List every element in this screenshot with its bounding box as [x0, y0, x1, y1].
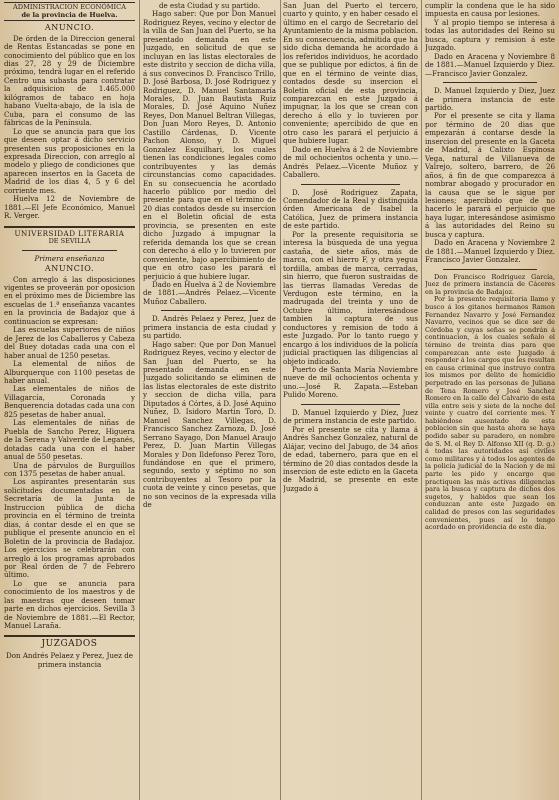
paragraph: de esta Ciudad y su partido.: [159, 2, 260, 10]
paragraph: D. Manuel Izquierdo y Diez, Juez de primera instancia de este partido.: [425, 86, 555, 112]
paragraph: Por la presente requisitoria se interesa la búsqueda de una yegua castaña, de siete años, más de marca, con el hierro F, y otra yegua tordilla, ambas de marca, cerradas, sin hierro, que fueron sustraidas de las tierras llamadas Veredas de Verdugon este término, en la madrugada del treinta y uno de Octubre último, interesándose tambien la captura de sus conductores y remision de todo á este Juzgado. Por lo tanto ruego y encargo á los individuos de la policía judicial practiquen las diligencias al objeto indicado.: [283, 229, 418, 366]
paragraph: D. Manuel Izquierdo y Diez, Juez de primera instancia de este partido.: [283, 407, 418, 426]
divider: [22, 250, 117, 251]
paragraph: Dado en Huelva á 2 de Noviembre de 1881.—Andrés Pelaez.—Vicente Muñoz Caballero.: [143, 279, 276, 306]
juzgados-heading: JUZGADOS: [4, 635, 135, 648]
paragraph: Una de párvulos de Burguillos con 1375 pesetas de haber anual.: [4, 460, 135, 478]
paragraph: Por el presente se cita y llama por término de 20 dias que empezarán á contarse desde la insercion del presente en la Gaceta de Madrid, á Calixto Espinosa Vega, natural de Villanueva de Valrejo, soltero, barrero, de 26 años, á fin de que comparezca á nombrar abogado y procurador en la causa que se le sigue por lesiones; apercibido que de no hacerlo le parará el perjuicio que haya lugar, interesándose asimismo á las autoridades del Reino su busca y captura.: [425, 111, 555, 239]
column-divider: [139, 0, 140, 800]
paragraph: Por la presente requisitoria llamo y busco á los gitanos hermanos Ramon Fernandez Navarro y José Fernandez Navarro, vecinos que se dice ser de Córdoba y cuyas señas se pondrán á continuacion, á los cuales señalo el término de treinta dias para que comparezcan ante este Juzgado á responder á los cargos que les resultan en causa criminal que instruyo contra los mismos por delito de homicidio perpetrado en las personas de Juliana de Tena Romero y José Sanchez Romero en la calle del Calvario de esta villa entre seis y siete de la noche del veinte y cuatro del corriente mes. Y habiéndose ausentado de esta poblacion sin que hasta ahora se haya podido saber su paradero, en nombre de S. M. el Rey D. Alfonso XII (q. D. g.) á todas las autoridades así civiles como militares y á todos los agentes de la policía judicial de la Nacion y de mi parte les pido y encargo que practiquen las más activas diligencias para la busca y captura de dichos dos sugetos, y habidos que sean los conduzcan ante este Juzgado en calidad de presos con las seguridades convenientes, pues así lo tengo acordado en providencia de este día.: [425, 295, 555, 532]
paragraph: Dado en Huelva á 2 de Noviembre de mil ochocientos ochenta y uno.—Andrés Pelaez.—Vicente Muñoz y Caballero.: [283, 144, 418, 180]
paragraph: Dado en Aracena y Noviembre 2 de 1881.—Manuel Izquierdo y Diez. Francisco Javier Gonzalez.: [425, 238, 555, 265]
paragraph: Por el presente se cita y llama á Andrés Sanchez Gonzalez, natural de Alájar, vecino del Jabugo, de 34 años de edad, tabernero, para que en el término de 20 dias contados desde la insercion de este edicto en la Gaceta de Madrid, se presente en este Juzgado á: [283, 424, 418, 493]
paragraph: Lo que se anuncia para conocimiento de los maestros y de las maestras que deseen tomar parte en dichos ejercicios. Sevilla 3 de Noviembre de 1881.—El Rector, Manuel Laraña.: [4, 578, 135, 631]
column-1: [4, 2, 135, 798]
paragraph: cumplir la condena que le ha sido impuesta en causa por lesiones.: [425, 2, 555, 19]
column-4: [425, 2, 555, 798]
column-divider: [280, 0, 281, 800]
divider: [301, 404, 400, 405]
paragraph: Las elementales de niños de Villagarcía, Coronada y Benquerencia dotadas cada una con 825 pesetas de haber anual.: [4, 384, 135, 419]
paragraph: Las escuelas superiores de niños de Jerez de los Caballeros y Cabeza del Buey dotadas cada una con el haber anual de 1250 pesetas.: [4, 325, 135, 360]
paragraph: San Juan del Puerto el tercero, cuarto y quinto, y en haber cesado el último en el cargo de Secretario del Ayuntamiento de la misma poblacion. En su consecuencia, admitida que ha sido dicha demanda he acordado á los referidos individuos, he acordado que se publique por edictos, á fin de que en el término de veinte dias, contados desde su insercion el Boletin oficial de esta provincia, comparezcan en este Juzgado á impugnar, la los que se crean con derecho á ello y lo tuvieren por conveniente; apercibido de que en otro caso les parará el perjuicio á que hubiere lugar.: [283, 2, 418, 146]
column-2: [143, 2, 276, 798]
paragraph: Lo que se anuncia para que los que deseen optar á dicho servicio presenten sus proposiciones en la expresada Direccion, con arreglo al modelo y pliego de condiciones que aparecen insertos en la Gaceta de Madrid de los dias 4, 5 y 6 del corriente mes.: [4, 126, 135, 195]
paragraph: Hago saber: Que por Don Manuel Rodriguez Reyes, vecino y elector de la villa de San Juan del Puerto, se ha presentado demanda en este Juzgado, en solicitud de que se incluyan en las listas electorales de este distrito y seccion de dicha villa, á sus convecinos D. Francisco Trillo, D. José Barbosa, D. José Rodriguez y Rodriguez, D. Manuel Santamaría Morales, D. Juan Bautista Ruiz Morales, D. José Aquino Nuñez Reyes, Don Manuel Beltran Villegas, Don Juan Moro Reyes, D. Antonio Castillo Cárdenas, D. Vicente Pachon Alonso, y D. Miguel Gonzalez Esquilhari, los cuales tienen las condiciones legales como contribuyentes y las demás circunstancias como capacidades. En su consecuencia he acordado hacerlo público por medio del presente para que en el término de 20 dias contados desde su insercion en el Boletin oficial de esta provincia, se presenten en este dicho Juzgado á impugnar la referida demanda los que se crean con derecho á ello y lo tuvieren por conveniente, bajo apercibimiento de que en otro caso les parará el perjuicio á que hubiere lugar.: [143, 9, 276, 281]
paragraph: Puerto de Santa María Noviembre nueve de mil ochocientos ochenta y uno.—José R. Zapata.—Esteban Pulido Moreno.: [283, 365, 418, 400]
university-title: UNIVERSIDAD LITERARIA: [4, 226, 135, 238]
paragraph: Don Francisco Rodriguez García, Juez de primera instancia de Cáceres en la provincia de Badajoz.: [425, 272, 555, 296]
paragraph: Don Andrés Pelaez y Perez, Juez de primera instancia: [6, 651, 133, 669]
section-header: [4, 2, 135, 21]
paragraph: D. José Rodriguez Zapata, Comendador de la Real y distinguida órden Americana de Isabel la Católica, Juez de primera instancia de este partido.: [283, 187, 418, 231]
paragraph: Huelva 12 de Noviembre de 1881.—El Jefe Económico, Manuel R. Verger.: [4, 194, 135, 221]
paragraph: Y al propio tiempo se interesa á todas las autoridades del Reino su busca, captura y remision á este Juzgado.: [425, 17, 555, 53]
anuncio-title: ANUNCIO.: [44, 264, 95, 274]
anuncio-title: ANUNCIO.: [44, 23, 95, 33]
paragraph: D. Andrés Pelaez y Perez, Juez de primera instancia de esta ciudad y su partido.: [143, 314, 276, 341]
university-subtitle: DE SEVILLA: [48, 237, 91, 246]
divider: [443, 82, 537, 83]
paragraph: Las elementales de niñas de Puebla de Sancho Perez, Higuera de la Serena y Valverde de Leganés, dotadas cada una con el haber anual de 550 pesetas.: [4, 418, 135, 462]
divider: [301, 184, 400, 185]
section-subtitle: Primera enseñanza: [34, 253, 105, 263]
paragraph: La elemental de niños de Alburquerque con 1100 pesetas de haber anual.: [4, 359, 135, 385]
column-divider: [421, 0, 422, 800]
paragraph: Con arreglo á las disposiciones vigentes se proveerán por oposicion en el próximo mes de Diciembre las escuelas de 1.ª enseñanza vacantes en la provincia de Badajoz que á continuacion se expresan:: [4, 274, 135, 326]
column-3: [283, 2, 418, 798]
divider: [443, 269, 537, 270]
paragraph: Los aspirantes presentarán sus solicitudes documentadas en la Secretaría de la Junta de Instruccion pública de dicha provincia en el término de treinta dias, á contar desde el en que se publique el presente anuncio en el Boletin de la provincia de Badajoz. Los ejercicios se celebrarán con arreglo á los programas aprobados por Real órden de 7 de Febrero último.: [4, 477, 135, 580]
header-line-2: de la provincia de Huelva.: [21, 10, 118, 19]
paragraph: De órden de la Direccion general de Rentas Estancadas se pone en conocimiento del público que en los dias 27, 28 y 29 de Diciembre próximo, tendrá lugar en el referido Centro una subasta para contratar la adquisicion de 1.465.000 kilógramos de tabaco en hoja habano Vuelta-abajo, de la isla de Cuba, para el consumo de las fábricas de la Península.: [4, 33, 135, 128]
paragraph: Hago saber: Que por Don Manuel Rodriguez Reyes, vecino y elector de San Juan del Puerto, se ha presentado demanda en este Juzgado solicitando se eliminen de las listas electorales de este distrito y seccion de dicha villa, para Diputados á Córtes, á D. José Aquino Nuñez, D. Isidoro Martin Toro, D. Manuel Sanchez Villegas, D. Francisco Sanchez Zarnoza, D. José Serrano Sayago, Don Manuel Araujo Perez, D. Juan Martin Villegas Morales y Don Ildefonso Perez Toro, fundándose en que el primero, segundo, sexto y séptimo no son contribuyentes al Tesoro por la cuota de veinte y cinco pesetas, que no son vecinos de la expresada villa de: [143, 339, 276, 510]
header-line-1: ADMINISTRACION ECONÓMICA: [13, 3, 126, 11]
divider: [161, 310, 258, 311]
paragraph: Dado en Aracena y Noviembre 8 de 1881.—Manuel Izquierdo y Diez.—Francisco Javier Gonzalez.: [425, 51, 555, 78]
